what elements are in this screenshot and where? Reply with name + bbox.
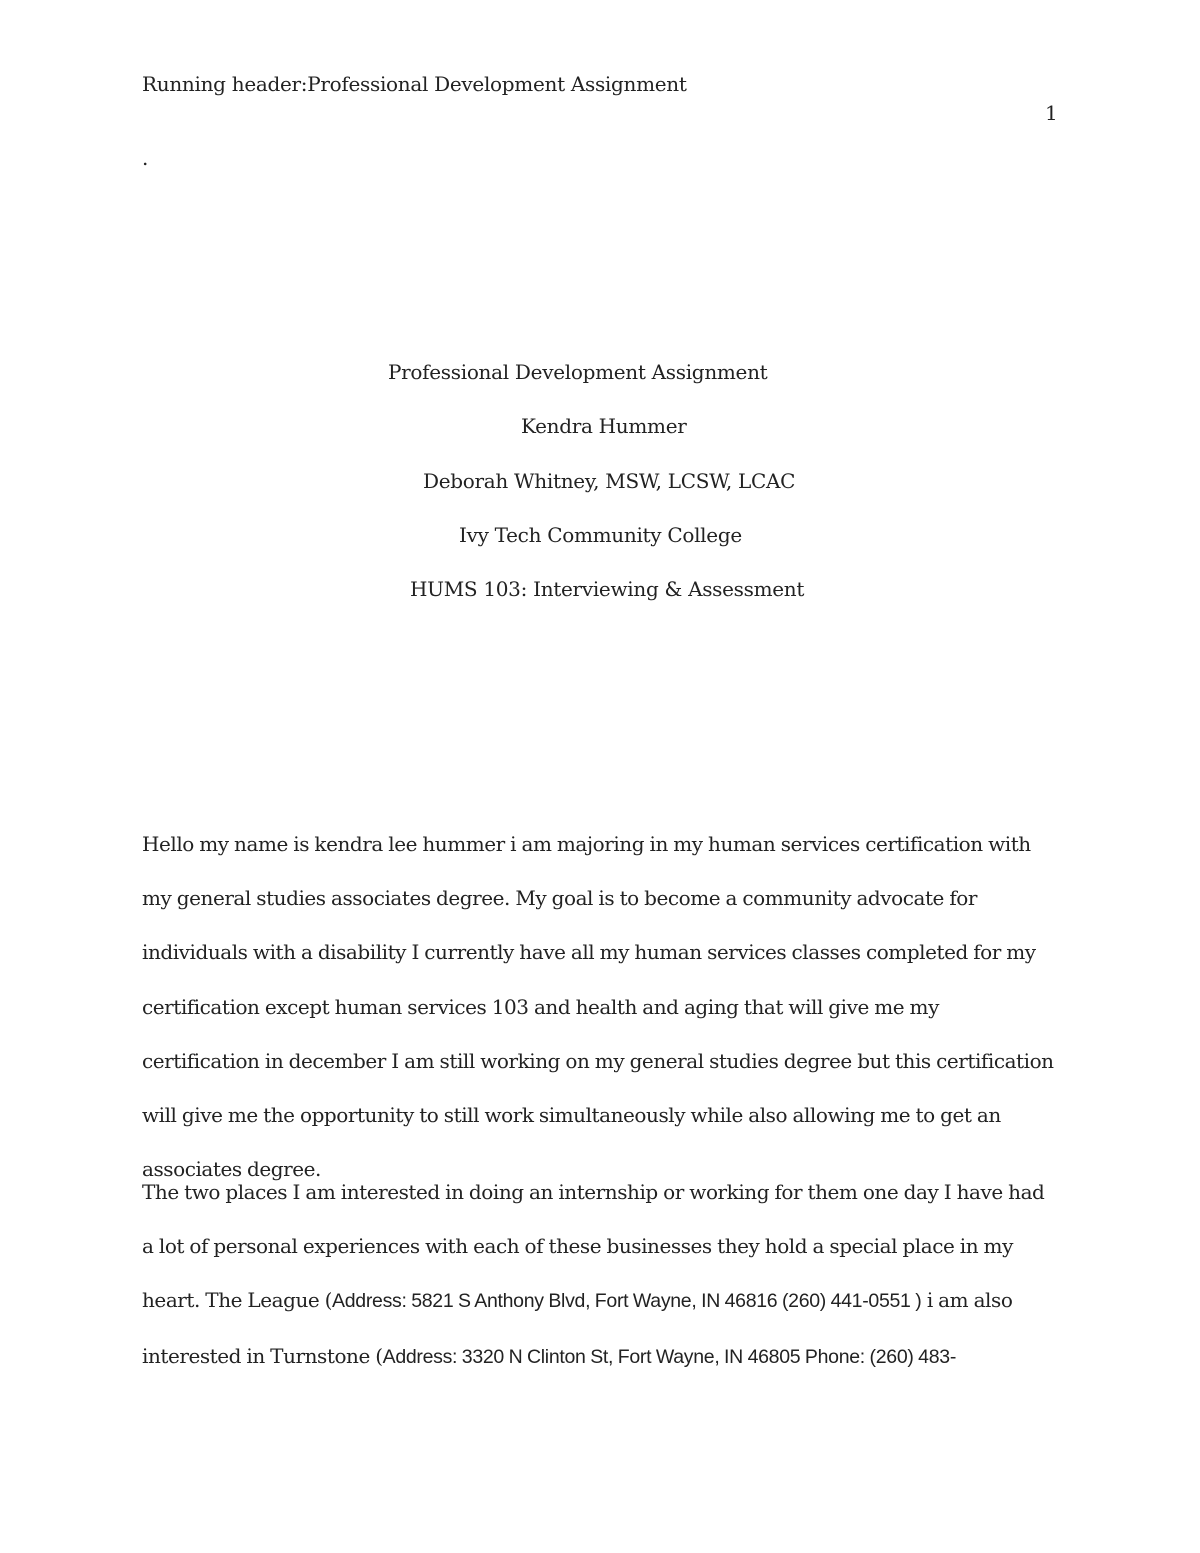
course-name: HUMS 103: Interviewing & Assessment <box>410 577 805 601</box>
running-header: Running header:Professional Development Assignment <box>142 72 687 96</box>
institution-name: Ivy Tech Community College <box>459 523 742 547</box>
paper-title: Professional Development Assignment <box>388 360 768 384</box>
body-paragraph-1: Hello my name is kendra lee hummer i am majoring in my human services certification with my general studies associates degree. My goal is to become a community advocate for individuals with a disability I currently have all my human services classes completed for my certification except human services 103 and health and aging that will give me my certification in december I am still working on my general studies degree but this certification will give me the opportunity to still work simultaneously while also allowing me to get an associates degree. <box>142 832 1054 1182</box>
paragraph-2-intro: The two places I am interested in doing an internship or working for them one day I have had a lot of personal experiences with each of these businesses they hold a special place in my heart. The League ( <box>142 1180 1045 1313</box>
paragraph-2-middle: i am also interested in Turnstone ( <box>142 1288 1013 1368</box>
page-number: 1 <box>1045 101 1058 125</box>
author-name: Kendra Hummer <box>521 414 687 438</box>
instructor-name: Deborah Whitney, MSW, LCSW, LCAC <box>423 469 796 493</box>
turnstone-address: Address: 3320 N Clinton St, Fort Wayne, IN 46805 Phone: (260) 483- <box>382 1345 957 1368</box>
stray-mark: . <box>142 146 149 170</box>
league-address: Address: 5821 S Anthony Blvd, Fort Wayne, IN 46816 (260) 441-0551 ) <box>332 1290 922 1313</box>
body-paragraph-2 <box>142 1165 1058 1384</box>
